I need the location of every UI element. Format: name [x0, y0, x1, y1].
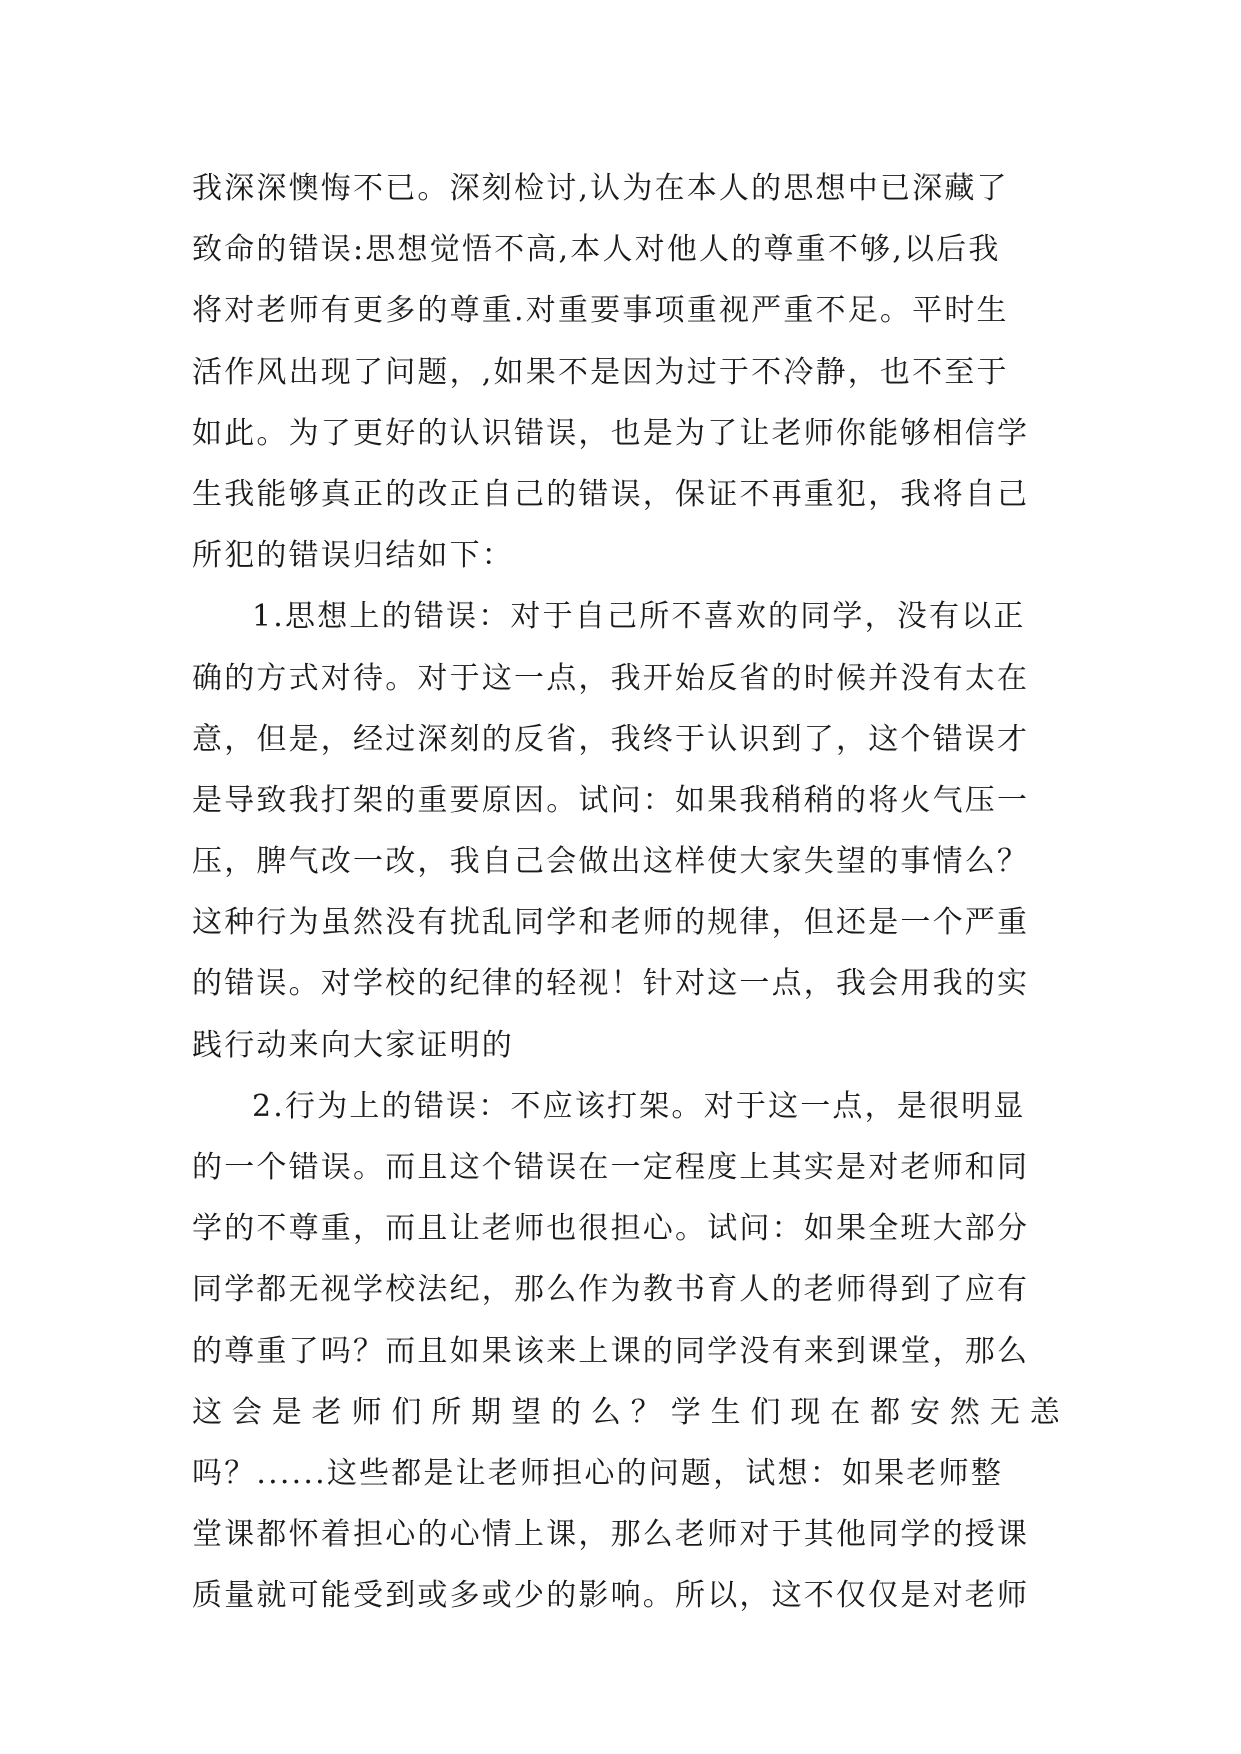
justified-char: 们: [391, 1394, 424, 1430]
list-item-2-line: 2.行为上的错误：不应该打架。对于这一点，是很明显: [252, 1088, 1026, 1124]
text-line: 践行动来向大家证明的: [192, 1027, 514, 1063]
justified-char: 生: [710, 1394, 743, 1430]
text-line: 意，但是，经过深刻的反省，我终于认识到了，这个错误才: [192, 721, 1030, 757]
list-item-1-line: 1.思想上的错误：对于自己所不喜欢的同学，没有以正: [252, 599, 1026, 635]
text-line: 的尊重了吗？而且如果该来上课的同学没有来到课堂，那么: [192, 1333, 1030, 1369]
justified-char: 无: [989, 1394, 1023, 1430]
document-body: [192, 158, 1062, 1627]
text-line: 的错误。对学校的纪律的轻视！针对这一点，我会用我的实: [192, 966, 1030, 1002]
justified-char: 学: [670, 1394, 703, 1430]
justified-char: ？: [630, 1394, 663, 1430]
justified-char: 所: [431, 1394, 464, 1430]
text-line: 所犯的错误归结如下：: [192, 538, 514, 574]
justified-char: 望: [511, 1394, 544, 1430]
text-line: 我深深懊悔不已。深刻检讨,认为在本人的思想中已深藏了: [192, 171, 1009, 206]
text-line: 致命的错误:思想觉悟不高,本人对他人的尊重不够,以后我: [192, 232, 1001, 268]
justified-char: 会: [231, 1394, 265, 1430]
justified-char: 是: [271, 1394, 304, 1430]
text-line: 同学都无视学校法纪，那么作为教书育人的老师得到了应有: [192, 1272, 1030, 1308]
text-line: 吗？......这些都是让老师担心的问题，试想：如果老师整: [192, 1455, 1004, 1491]
text-line: 质量就可能受到或多或少的影响。所以，这不仅仅是对老师: [192, 1578, 1030, 1614]
text-line: 学的不尊重，而且让老师也很担心。试问：如果全班大部分: [192, 1211, 1030, 1247]
justified-text-line: [192, 1382, 1062, 1443]
text-line: 如此。为了更好的认识错误，也是为了让老师你能够相信学: [192, 415, 1030, 451]
justified-char: 么: [590, 1394, 624, 1430]
justified-char: 恙: [1029, 1394, 1062, 1430]
text-line: 的一个错误。而且这个错误在一定程度上其实是对老师和同: [192, 1150, 1030, 1185]
justified-char: 这: [192, 1394, 225, 1430]
text-line: 生我能够真正的改正自己的错误，保证不再重犯，我将自己: [192, 476, 1030, 512]
text-line: 将对老师有更多的尊重.对重要事项重视严重不足。平时生: [192, 293, 1009, 329]
justified-char: 安: [910, 1394, 943, 1430]
justified-char: 的: [551, 1394, 584, 1430]
text-line: 压，脾气改一改，我自己会做出这样使大家失望的事情么？: [192, 844, 1030, 880]
justified-char: 现: [790, 1394, 823, 1430]
text-line: 这种行为虽然没有扰乱同学和老师的规律，但还是一个严重: [192, 905, 1030, 941]
justified-char: 都: [870, 1394, 903, 1430]
justified-char: 然: [949, 1394, 983, 1430]
text-line: 是导致我打架的重要原因。试问：如果我稍稍的将火气压一: [192, 782, 1030, 818]
justified-char: 师: [351, 1394, 384, 1430]
justified-char: 在: [830, 1394, 863, 1430]
text-line: 活作风出现了问题，,如果不是因为过于不冷静，也不至于: [192, 354, 1009, 390]
justified-char: 期: [471, 1394, 504, 1430]
justified-char: 们: [750, 1394, 783, 1430]
text-line: 确的方式对待。对于这一点，我开始反省的时候并没有太在: [192, 660, 1030, 696]
justified-char: 老: [311, 1394, 344, 1430]
text-line: 堂课都怀着担心的心情上课，那么老师对于其他同学的授课: [192, 1517, 1030, 1553]
